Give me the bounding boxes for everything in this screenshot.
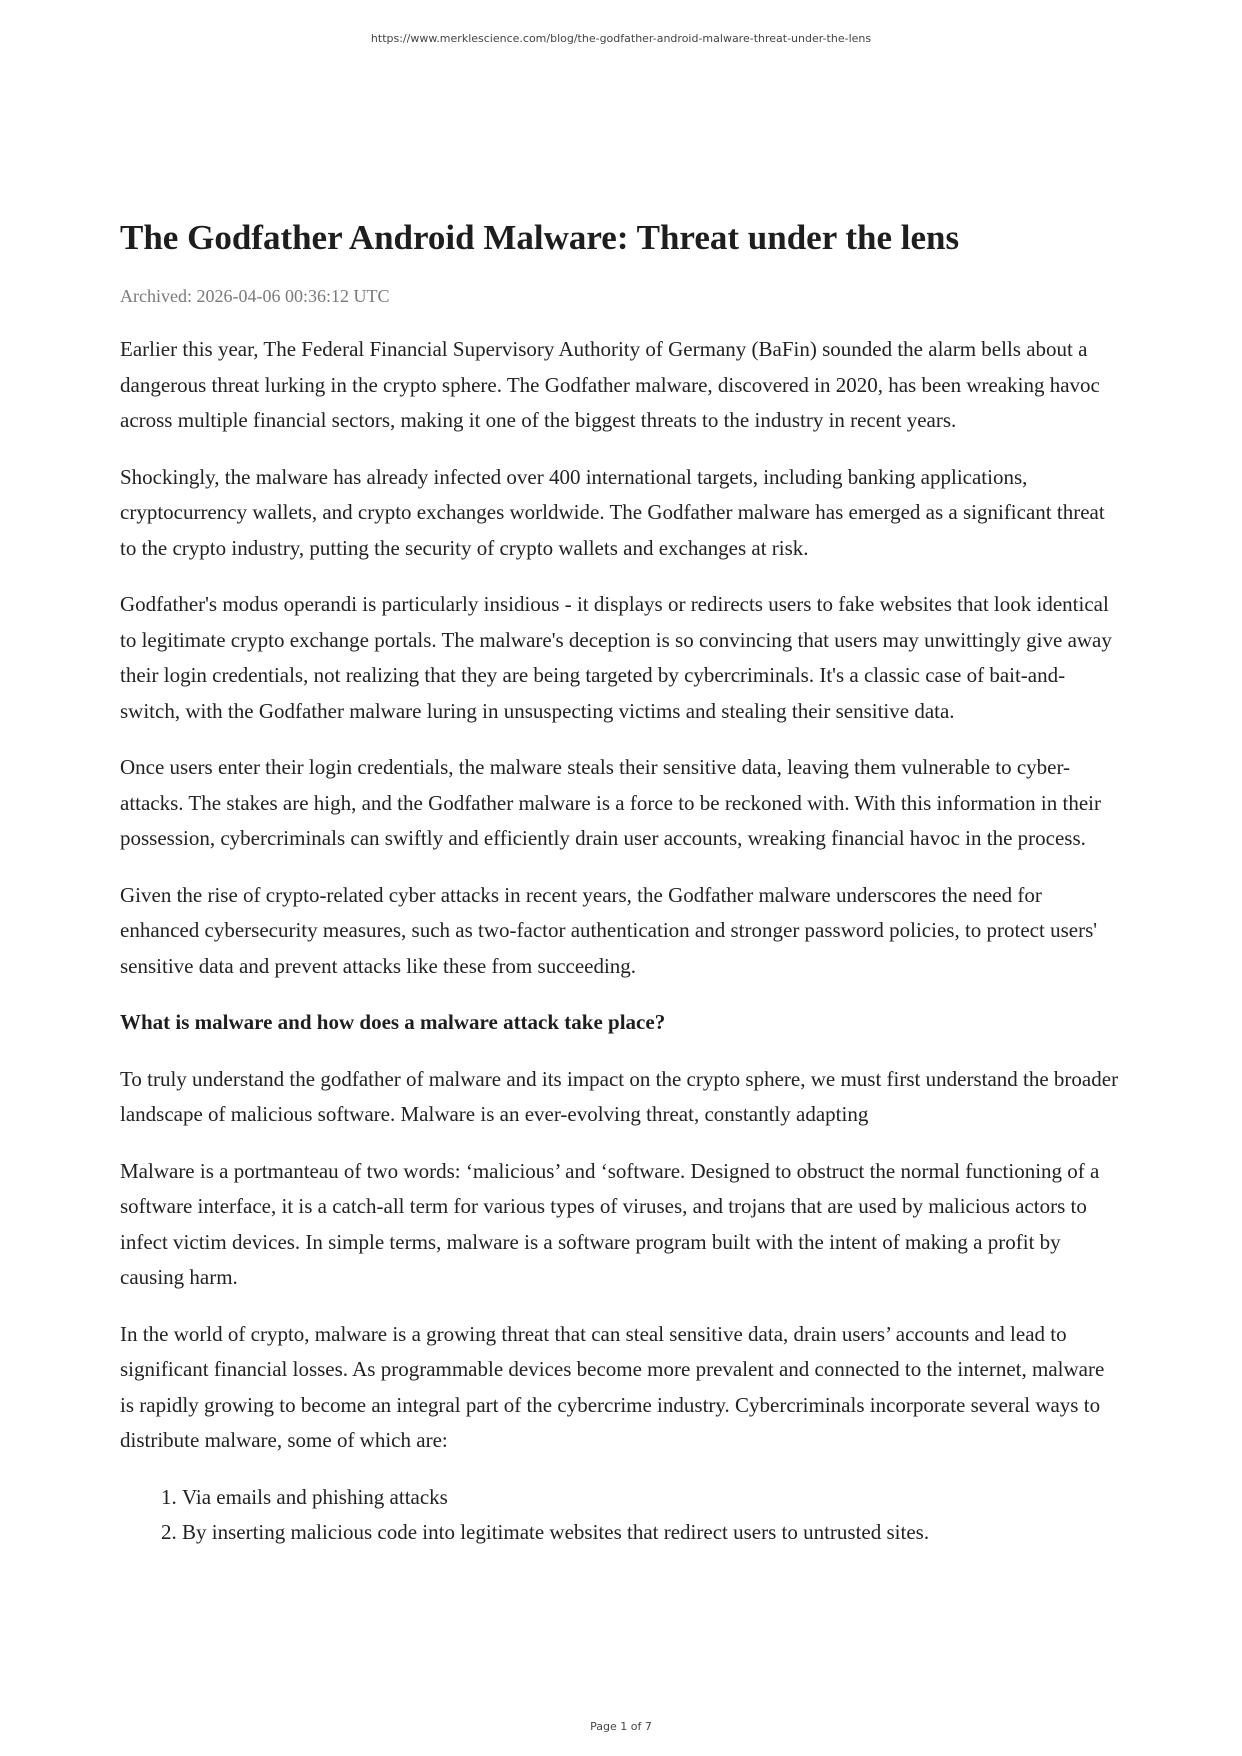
list-item: 1. Via emails and phishing attacks — [182, 1480, 1122, 1516]
archived-timestamp: Archived: 2026-04-06 00:36:12 UTC — [120, 286, 390, 306]
paragraph-3: Godfather's modus operandi is particularly insidious - it displays or redirects users to fake websites that look identical to legitimate crypto exchange portals. The malware's deception is so convincing that users may unwittingly give away their login credentials, not realizing that they are being targeted by cybercriminals. It's a classic case of bait-and-switch, with the Godfather malware luring in unsuspecting victims and stealing their sensitive data. — [120, 592, 1112, 723]
article-body — [120, 208, 1122, 1551]
paragraph-1: Earlier this year, The Federal Financial Supervisory Authority of Germany (BaFin) sounded the alarm bells about a dangerous threat lurking in the crypto sphere. The Godfather malware, discovered in 2020, has been wreaking havoc across multiple financial sectors, making it one of the biggest threats to the industry in recent years. — [120, 337, 1100, 432]
page-number: Page 1 of 7 — [590, 1720, 652, 1733]
distribution-methods-list — [120, 1480, 1122, 1551]
paragraph-2: Shockingly, the malware has already infected over 400 international targets, including banking applications, cryptocurrency wallets, and crypto exchanges worldwide. The Godfather malware has emerged as a significant threat to the crypto industry, putting the security of crypto wallets and exchanges at risk. — [120, 464, 1105, 560]
page-url-header: https://www.merklescience.com/blog/the-godfather-android-malware-threat-under-the-lens — [370, 32, 872, 45]
paragraph-5: Given the rise of crypto-related cyber attacks in recent years, the Godfather malware underscores the need for enhanced cybersecurity measures, such as two-factor authentication and stronger password policies, to protect users' sensitive data and prevent attacks like these from succeeding. — [120, 882, 1098, 978]
section-subheading: What is malware and how does a malware attack take place? — [120, 1010, 666, 1034]
list-item: 2. By inserting malicious code into legitimate websites that redirect users to untrusted sites. — [182, 1515, 1122, 1551]
paragraph-4: Once users enter their login credentials, the malware steals their sensitive data, leaving them vulnerable to cyber-attacks. The stakes are high, and the Godfather malware is a force to be reckoned with. With this information in their possession, cybercriminals can swiftly and efficiently drain user accounts, wreaking financial havoc in the process. — [120, 755, 1101, 850]
article-title: The Godfather Android Malware: Threat under the lens — [120, 218, 960, 257]
paragraph-6: To truly understand the godfather of malware and its impact on the crypto sphere, we must first understand the broader landscape of malicious software. Malware is an ever-evolving threat, constantly adapting — [120, 1066, 1119, 1126]
paragraph-8: In the world of crypto, malware is a growing threat that can steal sensitive data, drain users’ accounts and lead to significant financial losses. As programmable devices become more prevalent and connected to the internet, malware is rapidly growing to become an integral part of the cybercrime industry. Cybercriminals incorporate several ways to distribute malware, some of which are: — [120, 1321, 1105, 1452]
paragraph-7: Malware is a portmanteau of two words: ‘malicious’ and ‘software. Designed to obstruct the normal functioning of a software interface, it is a catch-all term for various types of viruses, and trojans that are used by malicious actors to infect victim devices. In simple terms, malware is a software program built with the intent of making a profit by causing harm. — [120, 1158, 1100, 1289]
